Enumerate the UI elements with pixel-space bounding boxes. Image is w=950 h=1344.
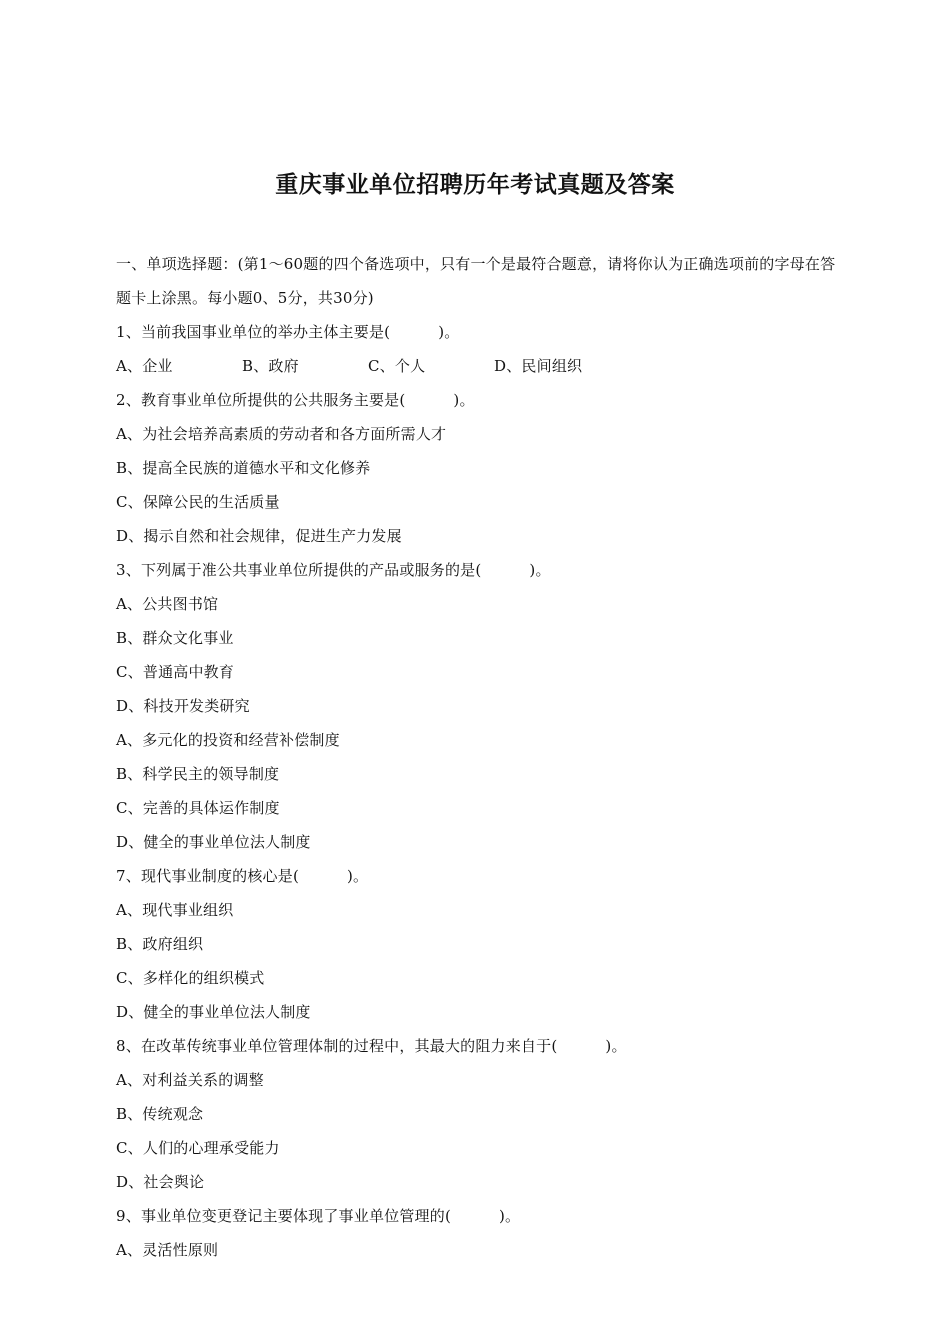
stem-text: 7、现代事业制度的核心是(	[116, 867, 299, 885]
question-stem	[116, 1199, 841, 1233]
options-row	[116, 349, 841, 383]
option-a: A、灵活性原则	[116, 1241, 219, 1259]
question-stem	[116, 383, 841, 417]
option-d: D、揭示自然和社会规律，促进生产力发展	[116, 527, 402, 545]
option-d: D、健全的事业单位法人制度	[116, 1003, 311, 1021]
stem-text: 2、教育事业单位所提供的公共服务主要是(	[116, 391, 406, 409]
option-b: B、政府	[242, 357, 299, 375]
option-c: C、保障公民的生活质量	[116, 493, 280, 511]
option-c: C、普通高中教育	[116, 663, 235, 681]
question-stem	[116, 315, 841, 349]
option-b: B、科学民主的领导制度	[116, 765, 280, 783]
option-b: B、提高全民族的道德水平和文化修养	[116, 459, 371, 477]
option-a: A、对利益关系的调整	[116, 1071, 264, 1089]
option-c: C、完善的具体运作制度	[116, 799, 280, 817]
stem-text-end: )。	[347, 867, 369, 885]
option-d: D、科技开发类研究	[116, 697, 250, 715]
page-title: 重庆事业单位招聘历年考试真题及答案	[275, 172, 675, 198]
option-a: A、多元化的投资和经营补偿制度	[116, 731, 340, 749]
stem-text-end: )。	[605, 1037, 627, 1055]
stem-text-end: )。	[499, 1207, 521, 1225]
option-b: B、传统观念	[116, 1105, 204, 1123]
section-instructions: 一、单项选择题：(第1～60题的四个备选项中，只有一个是最符合题意，请将你认为正确选项前的字母在答题卡上涂黑。每小题0、5分，共30分)	[116, 255, 836, 307]
question-stem	[116, 553, 841, 587]
option-b: B、政府组织	[116, 935, 204, 953]
option-c: C、人们的心理承受能力	[116, 1139, 280, 1157]
option-a: A、公共图书馆	[116, 595, 219, 613]
option-b: B、群众文化事业	[116, 629, 234, 647]
option-c: C、个人	[368, 357, 426, 375]
option-c: C、多样化的组织模式	[116, 969, 265, 987]
option-a: A、为社会培养高素质的劳动者和各方面所需人才	[116, 425, 447, 443]
stem-text-end: )。	[529, 561, 551, 579]
stem-text: 3、下列属于准公共事业单位所提供的产品或服务的是(	[116, 561, 482, 579]
stem-text-end: )。	[438, 323, 460, 341]
option-a: A、现代事业组织	[116, 901, 234, 919]
stem-text: 9、事业单位变更登记主要体现了事业单位管理的(	[116, 1207, 451, 1225]
option-d: D、社会舆论	[116, 1173, 205, 1191]
option-d: D、民间组织	[494, 357, 583, 375]
stem-text: 1、当前我国事业单位的举办主体主要是(	[116, 323, 391, 341]
option-d: D、健全的事业单位法人制度	[116, 833, 311, 851]
question-stem	[116, 859, 841, 893]
question-stem	[116, 1029, 841, 1063]
stem-text: 8、在改革传统事业单位管理体制的过程中，其最大的阻力来自于(	[116, 1037, 558, 1055]
option-a: A、企业	[116, 357, 173, 375]
question-list	[116, 247, 841, 1267]
stem-text-end: )。	[453, 391, 475, 409]
